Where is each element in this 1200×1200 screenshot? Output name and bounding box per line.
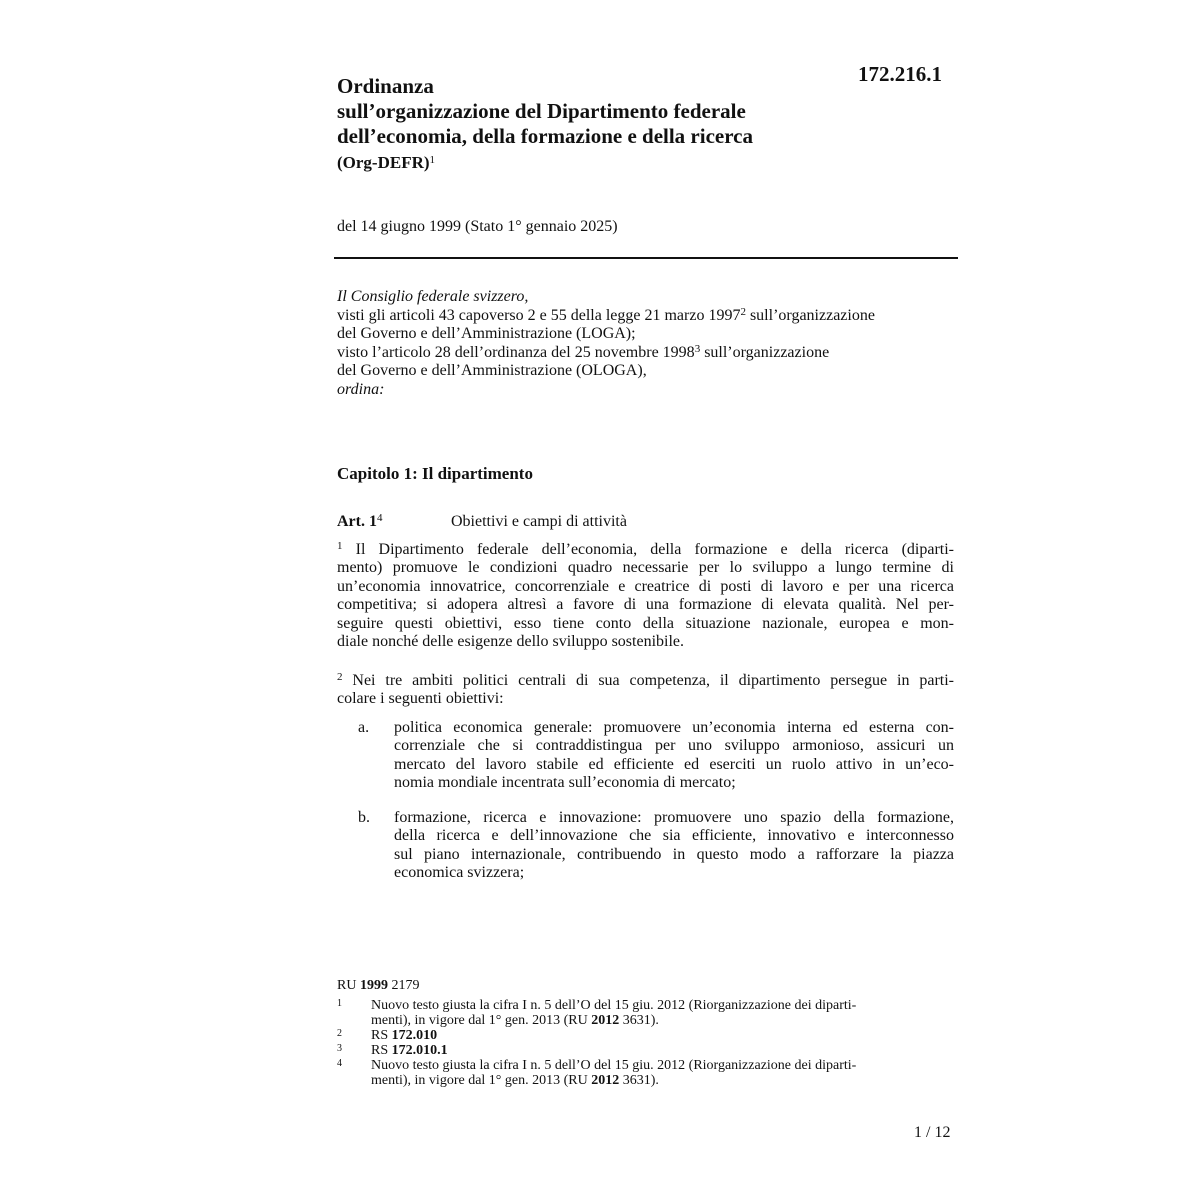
ru-prefix: RU xyxy=(337,978,360,993)
paragraph-text: Il Dipartimento federale dell’economia, della formazione e della ricerca (diparti- xyxy=(342,541,954,558)
paragraph-line xyxy=(337,672,954,690)
title-line: sull’organizzazione del Dipartimento federale xyxy=(337,99,746,123)
sr-number: 172.216.1 xyxy=(858,62,942,86)
list-line: della ricerca e dell’innovazione che sia efficiente, innovativo e interconnesso xyxy=(394,827,954,845)
header-divider xyxy=(334,257,958,259)
footnote-ref-4[interactable]: 4 xyxy=(376,512,383,524)
preamble-line xyxy=(337,344,957,363)
list-letter: a. xyxy=(358,719,370,736)
list-line: mercato del lavoro stabile ed efficiente ed eserciti un ruolo attivo in un’eco- xyxy=(394,755,954,773)
footnote-ref-3[interactable]: 3 xyxy=(694,342,701,355)
paragraph-line: colare i seguenti obiettivi: xyxy=(337,690,504,708)
ru-page: 2179 xyxy=(387,978,420,993)
list-line: politica economica generale: promuovere un’economia interna ed esterna con- xyxy=(394,719,954,736)
abbreviation-text: (Org-DEFR) xyxy=(337,153,430,172)
footnote-text-part: RS xyxy=(371,1043,392,1058)
preamble-line: del Governo e dell’Amministrazione (LOGA); xyxy=(337,325,636,342)
footnote-sr-link[interactable]: 172.010 xyxy=(391,1028,438,1043)
list-item-body xyxy=(394,809,954,883)
footnote-number: 1 xyxy=(337,998,342,1009)
footnote-number: 2 xyxy=(337,1028,342,1039)
footnote-ref-1[interactable]: 1 xyxy=(429,154,436,166)
ru-year: 1999 xyxy=(359,978,388,993)
article-number-text: Art. 1 xyxy=(337,513,377,530)
footnote-line: Nuovo testo giusta la cifra I n. 5 dell’O del 15 giu. 2012 (Riorganizzazione dei diparti- xyxy=(371,998,857,1013)
article-title: Obiettivi e campi di attività xyxy=(451,513,627,530)
paragraph-2 xyxy=(337,672,954,709)
preamble-text: sull’organizzazione xyxy=(700,343,830,361)
footnote-3 xyxy=(337,1043,937,1058)
title-line: dell’economia, della formazione e della ricerca xyxy=(337,124,753,148)
document-date: del 14 giugno 1999 (Stato 1° gennaio 2025) xyxy=(337,218,618,235)
preamble-text: visti gli articoli 43 capoverso 2 e 55 della legge 21 marzo 1997 xyxy=(337,306,741,324)
decree-word: ordina: xyxy=(337,380,385,398)
paragraph-line: seguire questi obiettivi, esso tiene conto della situazione nazionale, europea e mon- xyxy=(337,614,954,632)
list-line: formazione, ricerca e innovazione: promuovere uno spazio della formazione, xyxy=(394,809,954,826)
paragraph-line: mento) promuove le condizioni quadro necessarie per lo sviluppo a lungo termine di xyxy=(337,559,954,577)
footnote-4 xyxy=(337,1058,937,1088)
document-title xyxy=(337,74,877,149)
footnote-text-part: RS xyxy=(371,1028,392,1043)
paragraph-line: diale nonché delle esigenze dello sviluppo sostenibile. xyxy=(337,633,685,651)
footnote-text xyxy=(371,998,937,1028)
preamble-text: sull’organizzazione xyxy=(745,306,875,324)
list-item-body xyxy=(394,719,954,793)
list-line: sul piano internazionale, contribuendo in questo modo a rafforzare la piazza xyxy=(394,845,954,863)
footnote-text-part: 3631). xyxy=(619,1073,659,1088)
paragraph-line: competitiva; si adopera altresì a favore di una formazione di elevata qualità. Nel per- xyxy=(337,596,954,614)
footnotes xyxy=(337,998,937,1088)
paragraph-line xyxy=(337,541,954,559)
footnote-year: 2012 xyxy=(591,1013,620,1028)
paragraph-text: Nei tre ambiti politici centrali di sua competenza, il dipartimento persegue in parti- xyxy=(342,672,954,689)
list-line: correnziale che si contraddistingua per uno sviluppo armonioso, assicuri un xyxy=(394,737,954,755)
footnote-line xyxy=(371,1013,937,1028)
article-number xyxy=(337,513,382,531)
footnote-number: 4 xyxy=(337,1058,342,1069)
paragraph-1 xyxy=(337,541,954,651)
footnote-ref-2[interactable]: 2 xyxy=(740,305,746,318)
document-abbreviation xyxy=(337,153,435,173)
title-line: Ordinanza xyxy=(337,74,434,98)
footnote-text-part: menti), in vigore dal 1° gen. 2013 (RU xyxy=(371,1073,592,1088)
footnote-text-part: menti), in vigore dal 1° gen. 2013 (RU xyxy=(371,1013,592,1028)
page-number: 1 / 12 xyxy=(914,1124,951,1141)
footnote-sr-link[interactable]: 172.010.1 xyxy=(391,1043,448,1058)
preamble xyxy=(337,288,957,399)
list-line: economica svizzera; xyxy=(394,864,525,882)
paragraph-line: un’economia innovatrice, concorrenziale e creatrice di posti di lavoro e per una ricerca xyxy=(337,577,954,595)
footnote-number: 3 xyxy=(337,1043,342,1054)
list-letter: b. xyxy=(358,809,370,826)
paragraph-number: 1 xyxy=(337,540,343,552)
footnote-text xyxy=(371,1058,937,1088)
footnote-line xyxy=(371,1073,937,1088)
issuing-authority: Il Consiglio federale svizzero, xyxy=(337,288,529,305)
preamble-line: del Governo e dell’Amministrazione (OLOGA), xyxy=(337,362,647,379)
preamble-text: visto l’articolo 28 dell’ordinanza del 25 novembre 1998 xyxy=(337,343,695,361)
paragraph-number: 2 xyxy=(337,671,343,683)
footnote-text-part: 3631). xyxy=(619,1013,659,1028)
footnote-1 xyxy=(337,998,937,1028)
preamble-line xyxy=(337,307,957,326)
official-compilation-ref xyxy=(337,978,419,994)
footnote-text xyxy=(371,1043,937,1058)
footnote-text xyxy=(371,1028,937,1043)
footnote-line: Nuovo testo giusta la cifra I n. 5 dell’O del 15 giu. 2012 (Riorganizzazione dei diparti- xyxy=(371,1058,857,1073)
footnote-year: 2012 xyxy=(591,1073,620,1088)
list-line: nomia mondiale incentrata sull’economia di mercato; xyxy=(394,774,736,792)
chapter-heading: Capitolo 1: Il dipartimento xyxy=(337,464,533,483)
footnote-2 xyxy=(337,1028,937,1043)
